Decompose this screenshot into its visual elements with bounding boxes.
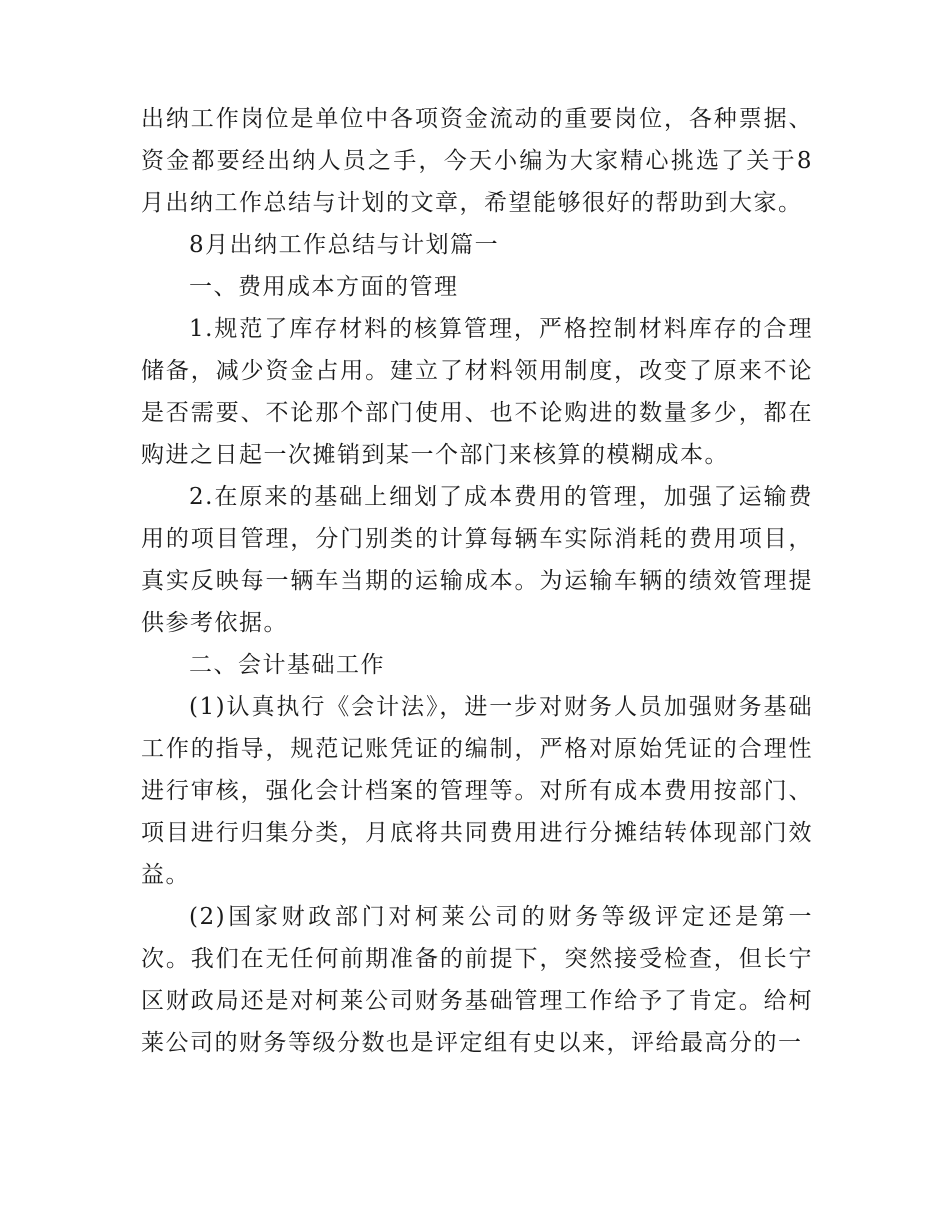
heading-accounting-basics: 二、会计基础工作 [189, 652, 385, 678]
paragraph-item-1: 1.规范了库存材料的核算管理，严格控制材料库存的合理储备，减少资金占用。建立了材料领用制度，改变了原来不论是否需要、不论那个部门使用、也不论购进的数量多少，都在购进之日起一次摊销到某一个部门来核算的模糊成本。 [141, 316, 813, 468]
paragraph-subitem-2: (2)国家财政部门对柯莱公司的财务等级评定还是第一次。我们在无任何前期准备的前提下，突然接受检查，但长宁区财政局还是对柯莱公司财务基础管理工作给予了肯定。给柯莱公司的财务等级分数也是评定组有史以来，评给最高分的一 [141, 904, 813, 1056]
paragraph-item-2: 2.在原来的基础上细划了成本费用的管理，加强了运输费用的项目管理，分门别类的计算每辆车实际消耗的费用项目，真实反映每一辆车当期的运输成本。为运输车辆的绩效管理提供参考依据。 [141, 484, 813, 636]
section-title: 8月出纳工作总结与计划篇一 [189, 232, 500, 258]
heading-cost-management: 一、费用成本方面的管理 [189, 274, 459, 300]
document-body [141, 98, 813, 1064]
paragraph-subitem-1: (1)认真执行《会计法》，进一步对财务人员加强财务基础工作的指导，规范记账凭证的编制，严格对原始凭证的合理性进行审核，强化会计档案的管理等。对所有成本费用按部门、项目进行归集分类，月底将共同费用进行分摊结转体现部门效益。 [141, 694, 813, 888]
intro-paragraph: 出纳工作岗位是单位中各项资金流动的重要岗位，各种票据、资金都要经出纳人员之手，今天小编为大家精心挑选了关于8月出纳工作总结与计划的文章，希望能够很好的帮助到大家。 [141, 106, 813, 216]
